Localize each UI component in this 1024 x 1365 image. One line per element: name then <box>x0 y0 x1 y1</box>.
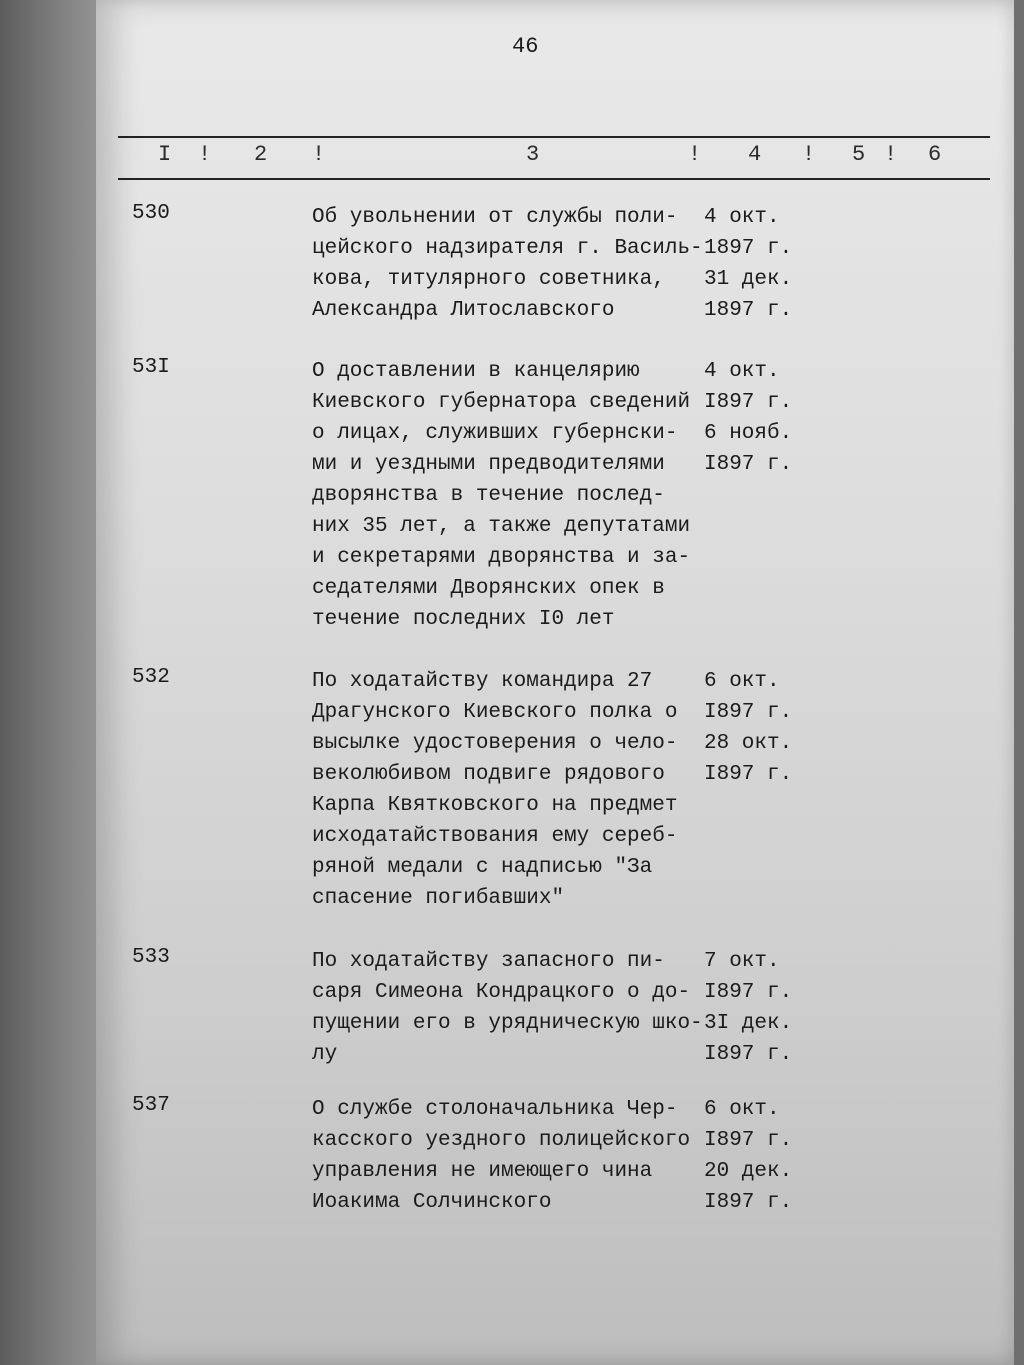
entry-number: 533 <box>132 946 170 969</box>
previous-page-edge <box>0 0 110 1365</box>
date-line: I897 г. <box>704 1191 793 1214</box>
table-top-rule <box>118 136 990 138</box>
entry-number: 532 <box>132 666 170 689</box>
entry-dates <box>704 946 814 1070</box>
entry-dates <box>704 202 814 326</box>
column-header-row <box>96 142 1014 172</box>
description-line: кова, титулярного советника, <box>312 268 665 291</box>
date-line: I897 г. <box>704 701 793 724</box>
col-separator: ! <box>688 142 702 167</box>
description-line: исходатайствования ему сереб- <box>312 825 678 848</box>
date-line: I897 г. <box>704 763 793 786</box>
page-number: 46 <box>512 34 539 59</box>
date-line: 28 окт. <box>704 732 793 755</box>
description-line: касского уездного полицейского <box>312 1129 691 1152</box>
entry-description <box>312 666 707 914</box>
entry-description <box>312 356 707 635</box>
date-line: 20 дек. <box>704 1160 793 1183</box>
date-line: 31 дек. <box>704 268 793 291</box>
col-5-header: 5 <box>852 142 866 167</box>
col-separator: ! <box>802 142 816 167</box>
description-line: Карпа Квятковского на предмет <box>312 794 678 817</box>
document-page <box>96 0 1014 1365</box>
description-line: По ходатайству командира 27 <box>312 670 653 693</box>
description-line: По ходатайству запасного пи- <box>312 950 665 973</box>
date-line: I897 г. <box>704 453 793 476</box>
description-line: дворянства в течение послед- <box>312 484 665 507</box>
description-line: о лицах, служивших губернски- <box>312 422 678 445</box>
description-line: лу <box>312 1043 338 1066</box>
entry-description <box>312 202 707 326</box>
description-line: них 35 лет, а также депутатами <box>312 515 691 538</box>
col-6-header: 6 <box>928 142 942 167</box>
description-line: Драгунского Киевского полка о <box>312 701 678 724</box>
col-separator: ! <box>198 142 212 167</box>
description-line: управления не имеющего чина <box>312 1160 653 1183</box>
description-line: О доставлении в канцелярию <box>312 360 640 383</box>
date-line: I897 г. <box>704 1043 793 1066</box>
date-line: 4 окт. <box>704 360 780 383</box>
description-line: седателями Дворянских опек в <box>312 577 665 600</box>
description-line: Иоакима Солчинского <box>312 1191 552 1214</box>
description-line: пущении его в урядническую шко- <box>312 1012 703 1035</box>
date-line: 1897 г. <box>704 299 793 322</box>
col-3-header: 3 <box>526 142 540 167</box>
description-line: ми и уездными предводителями <box>312 453 665 476</box>
entry-number: 537 <box>132 1094 170 1117</box>
description-line: саря Симеона Кондрацкого о до- <box>312 981 691 1004</box>
description-line: веколюбивом подвиге рядового <box>312 763 665 786</box>
description-line: течение последних I0 лет <box>312 608 615 631</box>
col-2-header: 2 <box>254 142 268 167</box>
description-line: спасение погибавших" <box>312 887 565 910</box>
date-line: 6 нояб. <box>704 422 793 445</box>
table-header-rule <box>118 178 990 180</box>
date-line: I897 г. <box>704 391 793 414</box>
description-line: Александра Литославского <box>312 299 615 322</box>
date-line: 4 окт. <box>704 206 780 229</box>
entry-number: 530 <box>132 202 170 225</box>
description-line: цейского надзирателя г. Василь- <box>312 237 703 260</box>
col-separator: ! <box>312 142 326 167</box>
date-line: 1897 г. <box>704 237 793 260</box>
col-1-header: I <box>158 142 172 167</box>
date-line: 7 окт. <box>704 950 780 973</box>
description-line: Киевского губернатора сведений <box>312 391 691 414</box>
date-line: 6 окт. <box>704 1098 780 1121</box>
entry-dates <box>704 1094 814 1218</box>
date-line: I897 г. <box>704 1129 793 1152</box>
col-4-header: 4 <box>748 142 762 167</box>
date-line: 3I дек. <box>704 1012 793 1035</box>
description-line: ряной медали с надписью "За <box>312 856 653 879</box>
date-line: I897 г. <box>704 981 793 1004</box>
entry-dates <box>704 356 814 480</box>
entry-description <box>312 946 707 1070</box>
description-line: О службе столоначальника Чер- <box>312 1098 678 1121</box>
col-separator: ! <box>884 142 898 167</box>
description-line: и секретарями дворянства и за- <box>312 546 691 569</box>
description-line: Об увольнении от службы поли- <box>312 206 678 229</box>
entry-description <box>312 1094 707 1218</box>
entry-dates <box>704 666 814 790</box>
date-line: 6 окт. <box>704 670 780 693</box>
entry-number: 53I <box>132 356 170 379</box>
description-line: высылке удостоверения о чело- <box>312 732 678 755</box>
